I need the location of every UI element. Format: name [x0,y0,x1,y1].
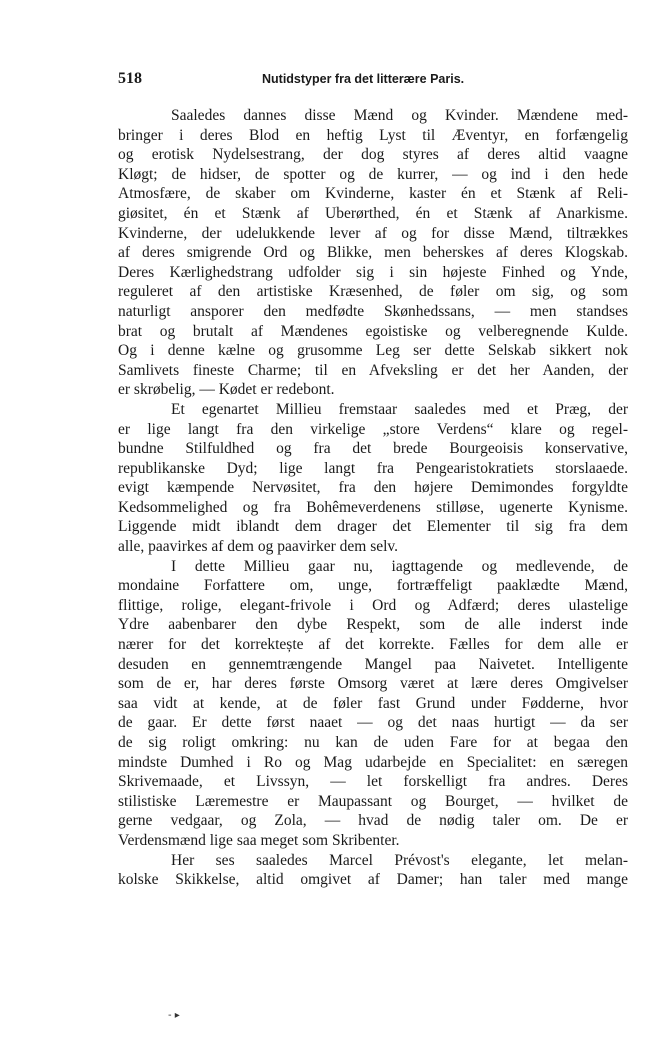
page-number: 518 [118,70,142,87]
text-line: saa vidt at kende, at de føler fast Grund under Fødderne, hvor [118,694,628,712]
text-line: Saaledes dannes disse Mænd og Kvinder. Mændene med- [171,107,628,124]
text-line: er skrøbelig, — Kødet er redebont. [118,381,335,399]
text-line: alle, paavirkes af dem og paavirker dem selv. [118,538,399,556]
text-line: de sig roligt omkring: nu kan de uden Fare for at begaa den [118,734,628,751]
text-line: Kløgt; de hidser, de spotter og de kurrer, — og ind i den hede [118,165,628,183]
text-line: som de er, har deres første Omsorg været at lære deres Omgivelser [118,675,628,693]
text-line: af deres smigrende Ord og Blikke, men beherskes af deres Klogskab. [118,244,628,262]
text-line: Atmosfære, de skaber om Kvinderne, kaster én et Stænk af Reli- [118,185,628,203]
text-line: I dette Millieu gaar nu, iagttagende og medlevende, de [171,557,628,575]
text-line: og erotisk Nydelsestrang, der dog styres af deres altid vaagne [118,146,628,164]
text-line: Samlivets fineste Charme; til en Afveksling er det her Aanden, der [118,361,628,379]
text-line: Skrivemaade, et Livssyn, — let forskelligt fra andres. Deres [118,773,628,791]
footer-printer-mark: - ▸ [168,1010,180,1021]
text-line: Deres Kærlighedstrang udfolder sig i sin højeste Finhed og Ynde, [118,263,628,281]
text-line: nærer for det korrektește af det korrekte. Fælles for dem alle er [118,636,628,654]
text-line: giøsitet, én et Stænk af Uberørthed, én et Stænk af Anarkisme. [118,204,628,222]
text-line: bundne Stilfuldhed og fra det brede Bourgeoisis konservative, [118,440,628,458]
text-line: flittige, rolige, elegant-frivole i Ord og Adfærd; deres ulastelige [118,596,628,614]
text-line: republikanske Dyd; lige langt fra Pengearistokratiets storslaaede. [118,459,628,477]
text-line: Ydre aabenbarer den dybe Respekt, som de alle inderst inde [118,616,628,634]
text-line: naturligt ansporer den medfødte Skønhedssans, — men standses [118,302,628,320]
text-line: er lige langt fra den virkelige „store Verdens“ klare og regel- [118,420,628,438]
text-line: Og i denne kælne og grusomme Leg ser dette Selskab sikkert nok [118,342,628,360]
text-line: Liggende midt iblandt dem drager det Elementer til sig fra dem [118,518,628,536]
text-line: evigt kæmpende Nervøsitet, fra den højere Demimondes forgyldte [118,479,628,497]
text-line: stilistiske Læremestre er Maupassant og Bourget, — hvilket de [118,792,628,810]
text-line: Kvinderne, der udelukkende lever af og for disse Mænd, tiltrækkes [118,224,628,242]
text-line: brat og brutalt af Mændenes egoistiske og velberegnende Kulde. [118,322,628,340]
text-line: kolske Skikkelse, altid omgivet af Damer; han taler med mange [118,871,628,889]
text-line: Her ses saaledes Marcel Prévost's elegante, let melan- [171,851,628,869]
text-line: Et egenartet Millieu fremstaar saaledes med et Præg, der [171,400,628,418]
text-line: reguleret af den artistiske Kræsenhed, de føler om sig, og som [118,283,628,301]
text-line: Verdensmænd lige saa meget som Skribenter. [118,831,400,849]
running-title: Nutidstyper fra det litterære Paris. [262,72,465,86]
text-line: mindste Dumhed i Ro og Mag udarbejde en Specialitet: en særegen [118,753,628,771]
text-line: desuden en gennemtrængende Mangel paa Naivetet. Intelligente [118,655,628,673]
body-text [118,106,628,890]
text-line: gerne vedgaar, og Zola, — hvad de nødig taler om. De er [118,812,628,830]
text-line: mondaine Forfattere om, unge, fortræffeligt paaklædte Mænd, [118,577,628,595]
text-line: de gaar. Er dette først naaet — og det naas hurtigt — da ser [118,714,628,732]
text-line: Kedsommelighed og fra Bohêmeverdenens stilløse, ugenerte Kynisme. [118,498,628,516]
text-line: bringer i deres Blod en heftig Lyst til Æventyr, en forfængelig [118,126,628,144]
